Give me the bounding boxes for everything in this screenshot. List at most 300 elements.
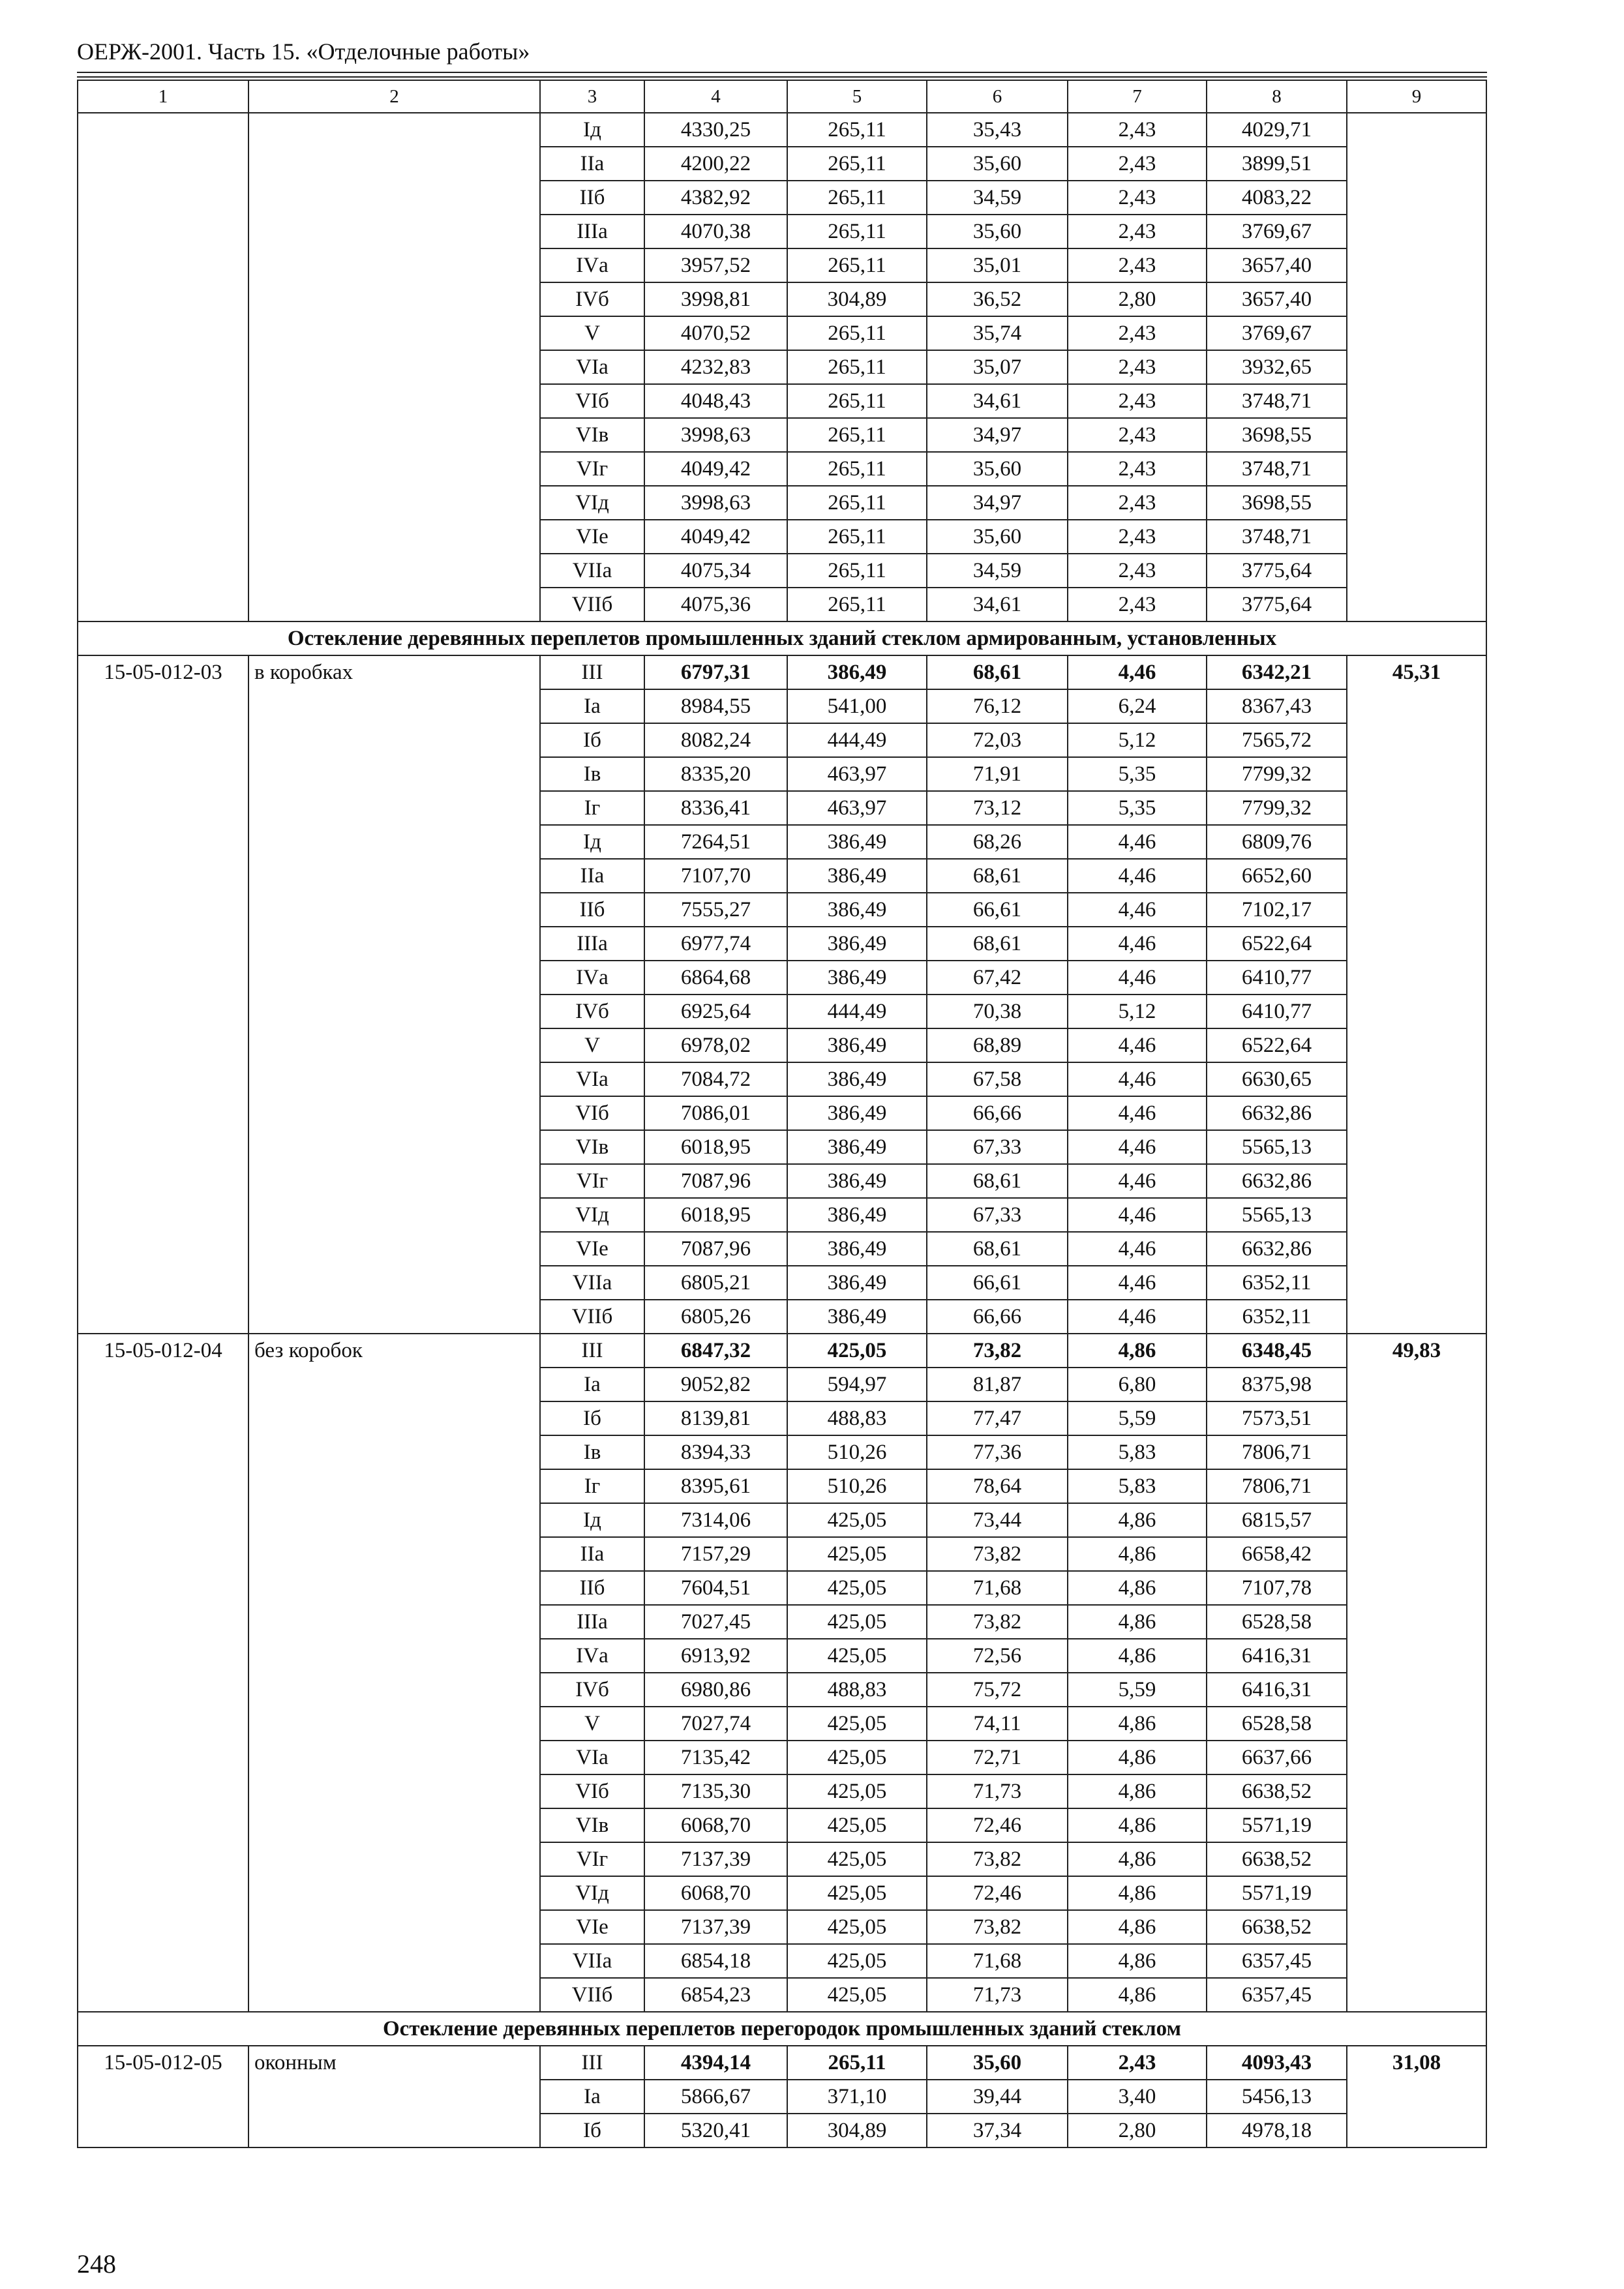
value-cell: 444,49 bbox=[787, 995, 927, 1028]
value-cell: 7087,96 bbox=[644, 1232, 787, 1266]
zone-cell: VIе bbox=[540, 520, 644, 554]
zone-cell: Iб bbox=[540, 723, 644, 757]
zone-cell: VIв bbox=[540, 1130, 644, 1164]
zone-cell: IIб bbox=[540, 181, 644, 215]
value-cell: 6864,68 bbox=[644, 961, 787, 995]
value-cell: 35,60 bbox=[927, 520, 1068, 554]
value-cell: 66,66 bbox=[927, 1300, 1068, 1334]
value-cell: 6522,64 bbox=[1207, 927, 1347, 961]
value-cell: 265,11 bbox=[787, 384, 927, 418]
value-cell: 425,05 bbox=[787, 1808, 927, 1842]
value-cell: 7555,27 bbox=[644, 893, 787, 927]
value-cell: 78,64 bbox=[927, 1469, 1068, 1503]
value-cell: 5,35 bbox=[1068, 757, 1207, 791]
value-cell: 5565,13 bbox=[1207, 1130, 1347, 1164]
zone-cell: VIв bbox=[540, 418, 644, 452]
zone-cell: VIб bbox=[540, 384, 644, 418]
value-cell: 7027,45 bbox=[644, 1605, 787, 1639]
zone-cell: IIIа bbox=[540, 927, 644, 961]
value-cell: 34,61 bbox=[927, 384, 1068, 418]
value-cell: 386,49 bbox=[787, 1300, 927, 1334]
zone-cell: III bbox=[540, 2046, 644, 2080]
value-cell: 8139,81 bbox=[644, 1401, 787, 1435]
value-cell: 34,59 bbox=[927, 554, 1068, 588]
zone-cell: Iб bbox=[540, 1401, 644, 1435]
value-cell: 73,82 bbox=[927, 1605, 1068, 1639]
value-cell: 5565,13 bbox=[1207, 1198, 1347, 1232]
value-cell: 2,80 bbox=[1068, 282, 1207, 316]
zone-cell: IIа bbox=[540, 1537, 644, 1571]
value-cell: 7135,30 bbox=[644, 1774, 787, 1808]
value-cell: 77,36 bbox=[927, 1435, 1068, 1469]
value-cell: 4382,92 bbox=[644, 181, 787, 215]
value-cell: 265,11 bbox=[787, 350, 927, 384]
zone-cell: IVб bbox=[540, 282, 644, 316]
value-cell: 4,46 bbox=[1068, 1130, 1207, 1164]
column-number: 6 bbox=[927, 80, 1068, 113]
value-cell: 8336,41 bbox=[644, 791, 787, 825]
value-cell: 510,26 bbox=[787, 1469, 927, 1503]
value-cell: 3748,71 bbox=[1207, 452, 1347, 486]
value-cell: 8335,20 bbox=[644, 757, 787, 791]
zone-cell: VIIб bbox=[540, 588, 644, 621]
value-cell: 74,11 bbox=[927, 1707, 1068, 1741]
value-cell: 4232,83 bbox=[644, 350, 787, 384]
value-cell: 6528,58 bbox=[1207, 1707, 1347, 1741]
value-cell: 425,05 bbox=[787, 1571, 927, 1605]
zone-cell: VIд bbox=[540, 486, 644, 520]
value-cell: 6352,11 bbox=[1207, 1266, 1347, 1300]
zone-cell: VIIб bbox=[540, 1978, 644, 2012]
rate-description: в коробках bbox=[248, 655, 540, 1334]
value-cell: 265,11 bbox=[787, 316, 927, 350]
zone-cell: IVб bbox=[540, 1673, 644, 1707]
value-cell: 304,89 bbox=[787, 2114, 927, 2147]
value-cell: 3657,40 bbox=[1207, 248, 1347, 282]
value-cell: 68,61 bbox=[927, 927, 1068, 961]
value-cell: 488,83 bbox=[787, 1673, 927, 1707]
value-cell: 7604,51 bbox=[644, 1571, 787, 1605]
value-cell: 6978,02 bbox=[644, 1028, 787, 1062]
value-cell: 75,72 bbox=[927, 1673, 1068, 1707]
value-cell: 72,46 bbox=[927, 1876, 1068, 1910]
value-cell: 4,86 bbox=[1068, 1571, 1207, 1605]
value-cell: 6,24 bbox=[1068, 689, 1207, 723]
value-cell: 6809,76 bbox=[1207, 825, 1347, 859]
value-cell: 6632,86 bbox=[1207, 1096, 1347, 1130]
value-cell: 6528,58 bbox=[1207, 1605, 1347, 1639]
value-cell: 386,49 bbox=[787, 1198, 927, 1232]
header-rule-bottom bbox=[77, 76, 1487, 78]
value-cell: 7102,17 bbox=[1207, 893, 1347, 927]
value-cell: 5,12 bbox=[1068, 723, 1207, 757]
value-cell: 386,49 bbox=[787, 825, 927, 859]
value-cell: 6348,45 bbox=[1207, 1334, 1347, 1368]
value-cell: 4075,36 bbox=[644, 588, 787, 621]
value-cell: 4200,22 bbox=[644, 147, 787, 181]
value-cell: 4,86 bbox=[1068, 1910, 1207, 1944]
value-cell: 6854,18 bbox=[644, 1944, 787, 1978]
value-cell: 5456,13 bbox=[1207, 2080, 1347, 2114]
value-cell: 4,46 bbox=[1068, 1164, 1207, 1198]
value-cell: 36,52 bbox=[927, 282, 1068, 316]
value-cell: 4,46 bbox=[1068, 1300, 1207, 1334]
column-number: 8 bbox=[1207, 80, 1347, 113]
value-cell: 7137,39 bbox=[644, 1842, 787, 1876]
zone-cell: VIб bbox=[540, 1774, 644, 1808]
value-cell: 4394,14 bbox=[644, 2046, 787, 2080]
value-cell: 4029,71 bbox=[1207, 113, 1347, 147]
value-cell: 2,43 bbox=[1068, 588, 1207, 621]
zone-cell: III bbox=[540, 1334, 644, 1368]
value-cell: 7799,32 bbox=[1207, 757, 1347, 791]
value-cell: 2,43 bbox=[1068, 418, 1207, 452]
value-cell: 4,46 bbox=[1068, 1062, 1207, 1096]
value-cell: 510,26 bbox=[787, 1435, 927, 1469]
value-cell: 425,05 bbox=[787, 1741, 927, 1774]
value-cell: 304,89 bbox=[787, 282, 927, 316]
value-cell: 35,74 bbox=[927, 316, 1068, 350]
value-cell: 3748,71 bbox=[1207, 384, 1347, 418]
zone-cell: IIIа bbox=[540, 215, 644, 248]
value-cell: 386,49 bbox=[787, 927, 927, 961]
value-cell: 66,66 bbox=[927, 1096, 1068, 1130]
column-number: 2 bbox=[248, 80, 540, 113]
zone-cell: Iб bbox=[540, 2114, 644, 2147]
value-cell: 7799,32 bbox=[1207, 791, 1347, 825]
value-cell: 68,89 bbox=[927, 1028, 1068, 1062]
value-cell: 6068,70 bbox=[644, 1808, 787, 1842]
value-cell: 6638,52 bbox=[1207, 1842, 1347, 1876]
zone-cell: IIб bbox=[540, 1571, 644, 1605]
value-cell: 4093,43 bbox=[1207, 2046, 1347, 2080]
value-cell: 2,43 bbox=[1068, 520, 1207, 554]
value-cell: 7573,51 bbox=[1207, 1401, 1347, 1435]
value-cell: 4,86 bbox=[1068, 1503, 1207, 1537]
zone-cell: VIв bbox=[540, 1808, 644, 1842]
value-cell: 425,05 bbox=[787, 1774, 927, 1808]
zone-cell: Iг bbox=[540, 1469, 644, 1503]
zone-cell: IIа bbox=[540, 859, 644, 893]
value-cell: 7137,39 bbox=[644, 1910, 787, 1944]
value-cell: 2,43 bbox=[1068, 316, 1207, 350]
value-cell: 34,97 bbox=[927, 486, 1068, 520]
value-cell: 265,11 bbox=[787, 113, 927, 147]
value-cell: 4,46 bbox=[1068, 859, 1207, 893]
value-cell: 3,40 bbox=[1068, 2080, 1207, 2114]
value-cell: 73,82 bbox=[927, 1842, 1068, 1876]
value-cell: 4,86 bbox=[1068, 1707, 1207, 1741]
zone-cell: VIе bbox=[540, 1910, 644, 1944]
empty-code-cell bbox=[78, 113, 248, 621]
value-cell: 386,49 bbox=[787, 961, 927, 995]
value-cell: 2,43 bbox=[1068, 215, 1207, 248]
value-cell: 71,68 bbox=[927, 1944, 1068, 1978]
value-cell: 35,60 bbox=[927, 2046, 1068, 2080]
value-cell: 6416,31 bbox=[1207, 1639, 1347, 1673]
value-cell: 70,38 bbox=[927, 995, 1068, 1028]
value-cell: 265,11 bbox=[787, 418, 927, 452]
value-cell: 4070,38 bbox=[644, 215, 787, 248]
rate-code: 15-05-012-05 bbox=[78, 2046, 248, 2147]
value-cell: 3775,64 bbox=[1207, 554, 1347, 588]
value-cell: 6630,65 bbox=[1207, 1062, 1347, 1096]
value-cell: 265,11 bbox=[787, 248, 927, 282]
value-cell: 67,33 bbox=[927, 1130, 1068, 1164]
zone-cell: III bbox=[540, 655, 644, 689]
table-row bbox=[78, 113, 1486, 147]
value-cell: 7157,29 bbox=[644, 1537, 787, 1571]
value-cell: 5320,41 bbox=[644, 2114, 787, 2147]
zone-cell: Iв bbox=[540, 1435, 644, 1469]
value-cell: 463,97 bbox=[787, 791, 927, 825]
value-cell: 4,86 bbox=[1068, 1334, 1207, 1368]
zone-cell: IVа bbox=[540, 961, 644, 995]
section-title: Остекление деревянных переплетов перегородок промышленных зданий стеклом bbox=[78, 2012, 1486, 2046]
value-cell: 4,86 bbox=[1068, 1741, 1207, 1774]
value-cell: 8395,61 bbox=[644, 1469, 787, 1503]
column-number: 1 bbox=[78, 80, 248, 113]
value-cell: 5,12 bbox=[1068, 995, 1207, 1028]
value-cell: 4,86 bbox=[1068, 1639, 1207, 1673]
zone-cell: IIб bbox=[540, 893, 644, 927]
value-cell: 4,86 bbox=[1068, 1605, 1207, 1639]
zone-cell: VIд bbox=[540, 1876, 644, 1910]
value-cell: 3957,52 bbox=[644, 248, 787, 282]
value-cell: 4,46 bbox=[1068, 1096, 1207, 1130]
value-cell: 6925,64 bbox=[644, 995, 787, 1028]
value-cell: 6805,21 bbox=[644, 1266, 787, 1300]
zone-cell: Iа bbox=[540, 2080, 644, 2114]
value-cell: 4,86 bbox=[1068, 1808, 1207, 1842]
zone-cell: Iд bbox=[540, 113, 644, 147]
zone-cell: VIа bbox=[540, 1741, 644, 1774]
zone-cell: IVа bbox=[540, 248, 644, 282]
table-row bbox=[78, 1334, 1486, 1368]
value-cell: 6980,86 bbox=[644, 1673, 787, 1707]
value-cell: 7107,78 bbox=[1207, 1571, 1347, 1605]
value-cell: 3657,40 bbox=[1207, 282, 1347, 316]
value-cell: 6357,45 bbox=[1207, 1944, 1347, 1978]
value-cell: 9052,82 bbox=[644, 1368, 787, 1401]
value-cell: 6632,86 bbox=[1207, 1232, 1347, 1266]
value-cell: 7086,01 bbox=[644, 1096, 787, 1130]
value-cell: 386,49 bbox=[787, 1096, 927, 1130]
value-cell: 4049,42 bbox=[644, 452, 787, 486]
value-cell: 3698,55 bbox=[1207, 486, 1347, 520]
rate-description: оконным bbox=[248, 2046, 540, 2147]
value-cell: 7806,71 bbox=[1207, 1469, 1347, 1503]
value-cell: 386,49 bbox=[787, 1266, 927, 1300]
empty-labor-cell bbox=[1347, 113, 1486, 621]
value-cell: 3769,67 bbox=[1207, 215, 1347, 248]
value-cell: 71,73 bbox=[927, 1774, 1068, 1808]
value-cell: 5,83 bbox=[1068, 1435, 1207, 1469]
value-cell: 4083,22 bbox=[1207, 181, 1347, 215]
page-header: ОЕРЖ-2001. Часть 15. «Отделочные работы» bbox=[77, 38, 530, 65]
value-cell: 425,05 bbox=[787, 1605, 927, 1639]
value-cell: 6632,86 bbox=[1207, 1164, 1347, 1198]
value-cell: 425,05 bbox=[787, 1910, 927, 1944]
zone-cell: VIIа bbox=[540, 1266, 644, 1300]
value-cell: 386,49 bbox=[787, 1062, 927, 1096]
zone-cell: Iд bbox=[540, 825, 644, 859]
value-cell: 3698,55 bbox=[1207, 418, 1347, 452]
value-cell: 4,46 bbox=[1068, 1198, 1207, 1232]
value-cell: 444,49 bbox=[787, 723, 927, 757]
value-cell: 68,61 bbox=[927, 1232, 1068, 1266]
value-cell: 7806,71 bbox=[1207, 1435, 1347, 1469]
value-cell: 35,60 bbox=[927, 215, 1068, 248]
value-cell: 71,73 bbox=[927, 1978, 1068, 2012]
value-cell: 265,11 bbox=[787, 147, 927, 181]
zone-cell: Iа bbox=[540, 689, 644, 723]
value-cell: 68,26 bbox=[927, 825, 1068, 859]
section-title-row bbox=[78, 2012, 1486, 2046]
value-cell: 8394,33 bbox=[644, 1435, 787, 1469]
value-cell: 2,43 bbox=[1068, 554, 1207, 588]
column-number: 4 bbox=[644, 80, 787, 113]
value-cell: 541,00 bbox=[787, 689, 927, 723]
value-cell: 3998,63 bbox=[644, 418, 787, 452]
value-cell: 6652,60 bbox=[1207, 859, 1347, 893]
value-cell: 265,11 bbox=[787, 2046, 927, 2080]
zone-cell: V bbox=[540, 316, 644, 350]
labor-cell: 45,31 bbox=[1347, 655, 1486, 1334]
rate-code: 15-05-012-04 bbox=[78, 1334, 248, 2012]
value-cell: 265,11 bbox=[787, 554, 927, 588]
value-cell: 6357,45 bbox=[1207, 1978, 1347, 2012]
value-cell: 6342,21 bbox=[1207, 655, 1347, 689]
value-cell: 37,34 bbox=[927, 2114, 1068, 2147]
value-cell: 6658,42 bbox=[1207, 1537, 1347, 1571]
zone-cell: IVб bbox=[540, 995, 644, 1028]
column-number-row bbox=[78, 80, 1486, 113]
value-cell: 71,68 bbox=[927, 1571, 1068, 1605]
value-cell: 35,43 bbox=[927, 113, 1068, 147]
zone-cell: VIе bbox=[540, 1232, 644, 1266]
value-cell: 2,43 bbox=[1068, 113, 1207, 147]
value-cell: 4,46 bbox=[1068, 1266, 1207, 1300]
value-cell: 4075,34 bbox=[644, 554, 787, 588]
value-cell: 3748,71 bbox=[1207, 520, 1347, 554]
value-cell: 5,83 bbox=[1068, 1469, 1207, 1503]
value-cell: 4,86 bbox=[1068, 1842, 1207, 1876]
zone-cell: V bbox=[540, 1707, 644, 1741]
value-cell: 5,59 bbox=[1068, 1401, 1207, 1435]
zone-cell: VIIа bbox=[540, 1944, 644, 1978]
value-cell: 4049,42 bbox=[644, 520, 787, 554]
value-cell: 4,86 bbox=[1068, 1876, 1207, 1910]
value-cell: 4,46 bbox=[1068, 893, 1207, 927]
value-cell: 5866,67 bbox=[644, 2080, 787, 2114]
value-cell: 6416,31 bbox=[1207, 1673, 1347, 1707]
zone-cell: IVа bbox=[540, 1639, 644, 1673]
value-cell: 6805,26 bbox=[644, 1300, 787, 1334]
zone-cell: VIа bbox=[540, 350, 644, 384]
value-cell: 35,01 bbox=[927, 248, 1068, 282]
value-cell: 4070,52 bbox=[644, 316, 787, 350]
zone-cell: Iв bbox=[540, 757, 644, 791]
value-cell: 6,80 bbox=[1068, 1368, 1207, 1401]
table-row bbox=[78, 2046, 1486, 2080]
value-cell: 73,82 bbox=[927, 1910, 1068, 1944]
value-cell: 265,11 bbox=[787, 588, 927, 621]
zone-cell: VIIа bbox=[540, 554, 644, 588]
value-cell: 6638,52 bbox=[1207, 1910, 1347, 1944]
value-cell: 4,46 bbox=[1068, 1028, 1207, 1062]
value-cell: 4,46 bbox=[1068, 961, 1207, 995]
value-cell: 73,44 bbox=[927, 1503, 1068, 1537]
value-cell: 66,61 bbox=[927, 893, 1068, 927]
empty-description-cell bbox=[248, 113, 540, 621]
value-cell: 7565,72 bbox=[1207, 723, 1347, 757]
zone-cell: IIа bbox=[540, 147, 644, 181]
value-cell: 386,49 bbox=[787, 893, 927, 927]
zone-cell: Iг bbox=[540, 791, 644, 825]
column-number: 7 bbox=[1068, 80, 1207, 113]
value-cell: 2,43 bbox=[1068, 147, 1207, 181]
value-cell: 6638,52 bbox=[1207, 1774, 1347, 1808]
value-cell: 6018,95 bbox=[644, 1198, 787, 1232]
value-cell: 7264,51 bbox=[644, 825, 787, 859]
value-cell: 386,49 bbox=[787, 1028, 927, 1062]
value-cell: 386,49 bbox=[787, 859, 927, 893]
value-cell: 4,86 bbox=[1068, 1537, 1207, 1571]
value-cell: 34,59 bbox=[927, 181, 1068, 215]
column-number: 9 bbox=[1347, 80, 1486, 113]
value-cell: 7135,42 bbox=[644, 1741, 787, 1774]
value-cell: 6815,57 bbox=[1207, 1503, 1347, 1537]
value-cell: 68,61 bbox=[927, 1164, 1068, 1198]
column-number: 5 bbox=[787, 80, 927, 113]
value-cell: 4,46 bbox=[1068, 825, 1207, 859]
value-cell: 77,47 bbox=[927, 1401, 1068, 1435]
rate-code: 15-05-012-03 bbox=[78, 655, 248, 1334]
section-title-row bbox=[78, 621, 1486, 655]
value-cell: 6977,74 bbox=[644, 927, 787, 961]
zone-cell: Iа bbox=[540, 1368, 644, 1401]
value-cell: 68,61 bbox=[927, 859, 1068, 893]
value-cell: 8082,24 bbox=[644, 723, 787, 757]
zone-cell: Iд bbox=[540, 1503, 644, 1537]
value-cell: 7314,06 bbox=[644, 1503, 787, 1537]
value-cell: 6068,70 bbox=[644, 1876, 787, 1910]
value-cell: 425,05 bbox=[787, 1334, 927, 1368]
value-cell: 4,46 bbox=[1068, 655, 1207, 689]
value-cell: 425,05 bbox=[787, 1639, 927, 1673]
value-cell: 72,56 bbox=[927, 1639, 1068, 1673]
value-cell: 6410,77 bbox=[1207, 961, 1347, 995]
value-cell: 6018,95 bbox=[644, 1130, 787, 1164]
value-cell: 4978,18 bbox=[1207, 2114, 1347, 2147]
value-cell: 35,60 bbox=[927, 452, 1068, 486]
value-cell: 6410,77 bbox=[1207, 995, 1347, 1028]
value-cell: 6797,31 bbox=[644, 655, 787, 689]
value-cell: 6847,32 bbox=[644, 1334, 787, 1368]
value-cell: 81,87 bbox=[927, 1368, 1068, 1401]
value-cell: 2,43 bbox=[1068, 452, 1207, 486]
value-cell: 72,71 bbox=[927, 1741, 1068, 1774]
value-cell: 425,05 bbox=[787, 1842, 927, 1876]
value-cell: 488,83 bbox=[787, 1401, 927, 1435]
value-cell: 425,05 bbox=[787, 1978, 927, 2012]
value-cell: 5,59 bbox=[1068, 1673, 1207, 1707]
zone-cell: VIа bbox=[540, 1062, 644, 1096]
value-cell: 386,49 bbox=[787, 1232, 927, 1266]
value-cell: 6854,23 bbox=[644, 1978, 787, 2012]
value-cell: 34,97 bbox=[927, 418, 1068, 452]
